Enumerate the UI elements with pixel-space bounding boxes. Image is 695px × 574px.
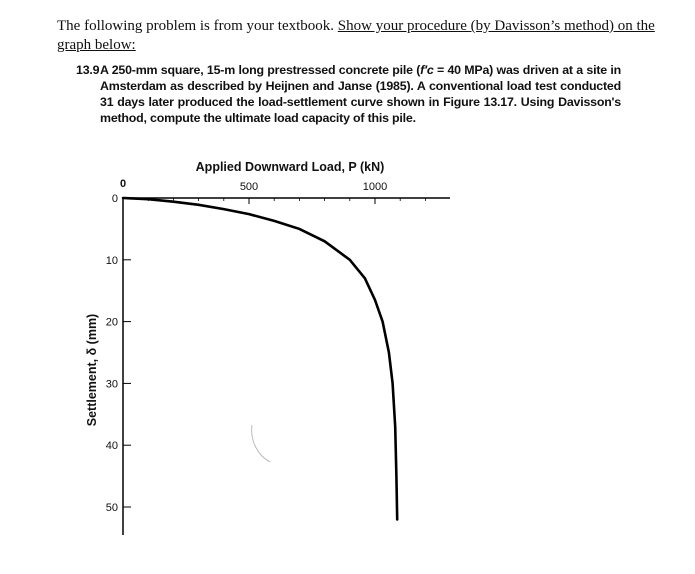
axes <box>123 198 450 535</box>
intro-lead: The following problem is from your textbook. <box>57 18 338 34</box>
problem-text-before: A 250-mm square, 15-m long prestressed concrete pile ( <box>100 63 421 77</box>
y-tick-label: 30 <box>105 378 118 391</box>
y-axis-title: Settlement, δ (mm) <box>85 313 99 427</box>
y-tick-label: 10 <box>105 254 118 267</box>
x-tick-label: 1000 <box>362 181 388 193</box>
y-ticks <box>106 193 131 514</box>
x-tick-label: 500 <box>239 181 259 193</box>
problem-number: 13.9 <box>76 63 100 77</box>
y-tick-label: 40 <box>105 440 118 453</box>
stray-pencil-mark <box>252 425 270 462</box>
x-tick-label: 0 <box>119 178 127 190</box>
strength-symbol: f′c <box>420 63 434 77</box>
x-axis-title: Applied Downward Load, P (kN) <box>195 160 385 174</box>
load-settlement-curve <box>123 198 397 519</box>
problem-text-after: = 40 MPa) was driven at a site in Amsterdam as described by Heijnen and Janse (1985). A conventional load test conducted 31 days later produced the load-settlement curve shown in Figure 13.17. Using Davisson's method, compute the ultimate load capacity of this pile. <box>100 63 621 125</box>
intro-instruction: Show your procedure (by Davisson’s method) on the graph below: <box>57 18 655 53</box>
y-tick-label: 50 <box>105 502 118 514</box>
y-tick-label: 20 <box>105 316 118 329</box>
y-tick-label: 0 <box>111 193 118 205</box>
